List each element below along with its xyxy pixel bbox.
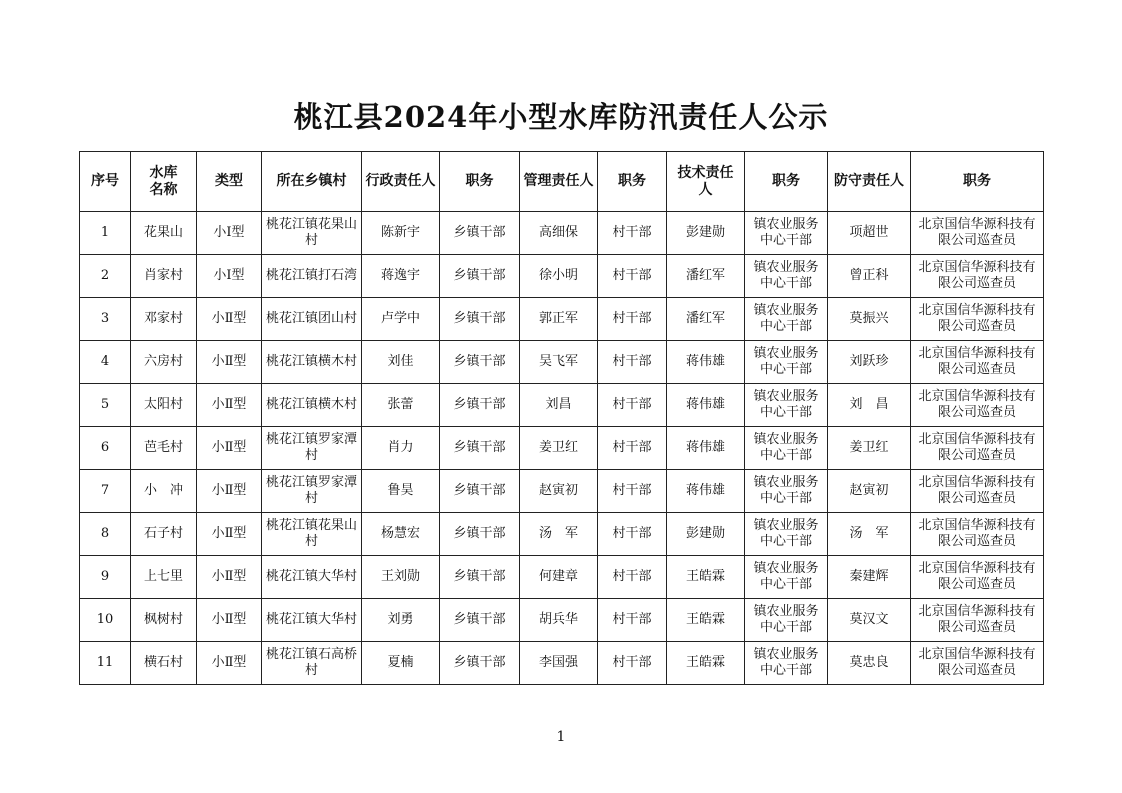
cell-management-person: 高细保 [520, 212, 598, 255]
cell-technical-person: 蒋伟雄 [667, 341, 745, 384]
cell-reservoir-name: 横石村 [131, 642, 197, 685]
cell-defense-position: 北京国信华源科技有 限公司巡查员 [911, 427, 1044, 470]
table-row [80, 384, 1044, 427]
cell-defense-position: 北京国信华源科技有 限公司巡查员 [911, 212, 1044, 255]
header-cell-admin-person: 行政责任人 [362, 152, 440, 212]
cell-type: 小Ⅱ型 [197, 513, 262, 556]
responsible-persons-table [79, 151, 1044, 685]
cell-technical-person: 彭建勋 [667, 212, 745, 255]
cell-technical-position: 镇农业服务 中心干部 [745, 255, 828, 298]
cell-defense-position: 北京国信华源科技有 限公司巡查员 [911, 298, 1044, 341]
cell-admin-person: 卢学中 [362, 298, 440, 341]
cell-admin-person: 刘佳 [362, 341, 440, 384]
cell-technical-position: 镇农业服务 中心干部 [745, 513, 828, 556]
header-cell-index: 序号 [80, 152, 131, 212]
cell-admin-person: 肖力 [362, 427, 440, 470]
cell-index: 6 [80, 427, 131, 470]
header-cell-reservoir-name: 水库 名称 [131, 152, 197, 212]
cell-township-village: 桃花江镇石高桥 村 [262, 642, 362, 685]
page-title: 桃江县2024年小型水库防汛责任人公示 [293, 100, 829, 134]
cell-defense-position: 北京国信华源科技有 限公司巡查员 [911, 470, 1044, 513]
cell-reservoir-name: 芭毛村 [131, 427, 197, 470]
cell-technical-position: 镇农业服务 中心干部 [745, 298, 828, 341]
cell-management-person: 李国强 [520, 642, 598, 685]
cell-admin-position: 乡镇干部 [440, 212, 520, 255]
cell-defense-person: 秦建辉 [828, 556, 911, 599]
cell-admin-position: 乡镇干部 [440, 470, 520, 513]
cell-defense-person: 汤 军 [828, 513, 911, 556]
cell-type: 小Ⅱ型 [197, 599, 262, 642]
cell-management-position: 村干部 [598, 513, 667, 556]
cell-index: 3 [80, 298, 131, 341]
cell-index: 11 [80, 642, 131, 685]
cell-defense-person: 赵寅初 [828, 470, 911, 513]
cell-admin-person: 蒋逸宇 [362, 255, 440, 298]
cell-defense-position: 北京国信华源科技有 限公司巡查员 [911, 556, 1044, 599]
cell-admin-person: 鲁昊 [362, 470, 440, 513]
cell-technical-person: 潘红军 [667, 255, 745, 298]
cell-technical-person: 潘红军 [667, 298, 745, 341]
table-row [80, 470, 1044, 513]
table-row [80, 556, 1044, 599]
cell-defense-person: 刘 昌 [828, 384, 911, 427]
cell-township-village: 桃花江镇打石湾 [262, 255, 362, 298]
cell-type: 小Ⅰ型 [197, 212, 262, 255]
cell-management-position: 村干部 [598, 255, 667, 298]
cell-reservoir-name: 枫树村 [131, 599, 197, 642]
table-body [80, 212, 1044, 685]
cell-type: 小Ⅰ型 [197, 255, 262, 298]
cell-technical-person: 蒋伟雄 [667, 427, 745, 470]
cell-township-village: 桃花江镇罗家潭 村 [262, 427, 362, 470]
header-cell-technical-position: 职务 [745, 152, 828, 212]
cell-technical-position: 镇农业服务 中心干部 [745, 384, 828, 427]
cell-admin-position: 乡镇干部 [440, 341, 520, 384]
header-cell-defense-person: 防守责任人 [828, 152, 911, 212]
cell-management-person: 吴飞军 [520, 341, 598, 384]
cell-type: 小Ⅱ型 [197, 384, 262, 427]
cell-technical-person: 彭建勋 [667, 513, 745, 556]
cell-reservoir-name: 上七里 [131, 556, 197, 599]
cell-technical-person: 蒋伟雄 [667, 470, 745, 513]
cell-management-position: 村干部 [598, 341, 667, 384]
cell-township-village: 桃花江镇罗家潭 村 [262, 470, 362, 513]
cell-type: 小Ⅱ型 [197, 298, 262, 341]
table-row [80, 255, 1044, 298]
cell-defense-person: 刘跃珍 [828, 341, 911, 384]
cell-management-person: 胡兵华 [520, 599, 598, 642]
cell-management-position: 村干部 [598, 384, 667, 427]
cell-reservoir-name: 小 冲 [131, 470, 197, 513]
cell-admin-position: 乡镇干部 [440, 255, 520, 298]
cell-management-person: 郭正军 [520, 298, 598, 341]
cell-management-person: 姜卫红 [520, 427, 598, 470]
cell-admin-position: 乡镇干部 [440, 599, 520, 642]
cell-technical-position: 镇农业服务 中心干部 [745, 642, 828, 685]
cell-defense-position: 北京国信华源科技有 限公司巡查员 [911, 642, 1044, 685]
table-row [80, 427, 1044, 470]
cell-management-person: 刘昌 [520, 384, 598, 427]
cell-defense-person: 姜卫红 [828, 427, 911, 470]
cell-technical-position: 镇农业服务 中心干部 [745, 427, 828, 470]
cell-technical-person: 王皓霖 [667, 642, 745, 685]
cell-management-position: 村干部 [598, 298, 667, 341]
cell-reservoir-name: 石子村 [131, 513, 197, 556]
cell-admin-position: 乡镇干部 [440, 298, 520, 341]
cell-admin-position: 乡镇干部 [440, 642, 520, 685]
cell-admin-position: 乡镇干部 [440, 427, 520, 470]
page-number: 1 [556, 729, 566, 745]
cell-defense-position: 北京国信华源科技有 限公司巡查员 [911, 255, 1044, 298]
header-cell-management-position: 职务 [598, 152, 667, 212]
header-row [80, 152, 1044, 212]
cell-township-village: 桃花江镇横木村 [262, 384, 362, 427]
cell-technical-position: 镇农业服务 中心干部 [745, 599, 828, 642]
cell-admin-person: 刘勇 [362, 599, 440, 642]
cell-management-position: 村干部 [598, 599, 667, 642]
cell-township-village: 桃花江镇花果山 村 [262, 212, 362, 255]
cell-technical-person: 王皓霖 [667, 556, 745, 599]
cell-reservoir-name: 太阳村 [131, 384, 197, 427]
cell-management-position: 村干部 [598, 470, 667, 513]
cell-management-person: 汤 军 [520, 513, 598, 556]
cell-index: 4 [80, 341, 131, 384]
table-row [80, 212, 1044, 255]
header-cell-type: 类型 [197, 152, 262, 212]
cell-management-position: 村干部 [598, 642, 667, 685]
header-cell-management-person: 管理责任人 [520, 152, 598, 212]
cell-admin-position: 乡镇干部 [440, 384, 520, 427]
cell-admin-person: 张蕾 [362, 384, 440, 427]
cell-defense-position: 北京国信华源科技有 限公司巡查员 [911, 341, 1044, 384]
cell-index: 1 [80, 212, 131, 255]
cell-reservoir-name: 六房村 [131, 341, 197, 384]
cell-technical-position: 镇农业服务 中心干部 [745, 341, 828, 384]
cell-management-position: 村干部 [598, 556, 667, 599]
cell-type: 小Ⅱ型 [197, 556, 262, 599]
table-row [80, 341, 1044, 384]
cell-admin-person: 王刘勋 [362, 556, 440, 599]
cell-index: 2 [80, 255, 131, 298]
cell-type: 小Ⅱ型 [197, 427, 262, 470]
cell-defense-person: 曾正科 [828, 255, 911, 298]
cell-technical-position: 镇农业服务 中心干部 [745, 470, 828, 513]
cell-reservoir-name: 肖家村 [131, 255, 197, 298]
cell-admin-position: 乡镇干部 [440, 556, 520, 599]
cell-township-village: 桃花江镇大华村 [262, 556, 362, 599]
cell-type: 小Ⅱ型 [197, 470, 262, 513]
cell-admin-person: 杨慧宏 [362, 513, 440, 556]
header-cell-defense-position: 职务 [911, 152, 1044, 212]
header-cell-technical-person: 技术责任 人 [667, 152, 745, 212]
header-cell-township-village: 所在乡镇村 [262, 152, 362, 212]
cell-township-village: 桃花江镇花果山 村 [262, 513, 362, 556]
cell-index: 7 [80, 470, 131, 513]
cell-technical-position: 镇农业服务 中心干部 [745, 556, 828, 599]
cell-management-position: 村干部 [598, 427, 667, 470]
cell-township-village: 桃花江镇团山村 [262, 298, 362, 341]
cell-admin-person: 夏楠 [362, 642, 440, 685]
cell-management-person: 赵寅初 [520, 470, 598, 513]
cell-defense-person: 项超世 [828, 212, 911, 255]
cell-type: 小Ⅱ型 [197, 642, 262, 685]
cell-index: 9 [80, 556, 131, 599]
cell-technical-person: 王皓霖 [667, 599, 745, 642]
cell-defense-position: 北京国信华源科技有 限公司巡查员 [911, 599, 1044, 642]
cell-defense-position: 北京国信华源科技有 限公司巡查员 [911, 384, 1044, 427]
cell-index: 8 [80, 513, 131, 556]
header-cell-admin-position: 职务 [440, 152, 520, 212]
cell-defense-position: 北京国信华源科技有 限公司巡查员 [911, 513, 1044, 556]
table-row [80, 642, 1044, 685]
cell-admin-person: 陈新宇 [362, 212, 440, 255]
cell-index: 5 [80, 384, 131, 427]
cell-defense-person: 莫振兴 [828, 298, 911, 341]
cell-defense-person: 莫汉文 [828, 599, 911, 642]
table-row [80, 513, 1044, 556]
cell-management-person: 徐小明 [520, 255, 598, 298]
cell-technical-position: 镇农业服务 中心干部 [745, 212, 828, 255]
cell-management-person: 何建章 [520, 556, 598, 599]
cell-type: 小Ⅱ型 [197, 341, 262, 384]
cell-defense-person: 莫忠良 [828, 642, 911, 685]
cell-management-position: 村干部 [598, 212, 667, 255]
cell-admin-position: 乡镇干部 [440, 513, 520, 556]
cell-index: 10 [80, 599, 131, 642]
table-row [80, 599, 1044, 642]
cell-reservoir-name: 邓家村 [131, 298, 197, 341]
cell-technical-person: 蒋伟雄 [667, 384, 745, 427]
cell-township-village: 桃花江镇大华村 [262, 599, 362, 642]
cell-township-village: 桃花江镇横木村 [262, 341, 362, 384]
table-row [80, 298, 1044, 341]
cell-reservoir-name: 花果山 [131, 212, 197, 255]
